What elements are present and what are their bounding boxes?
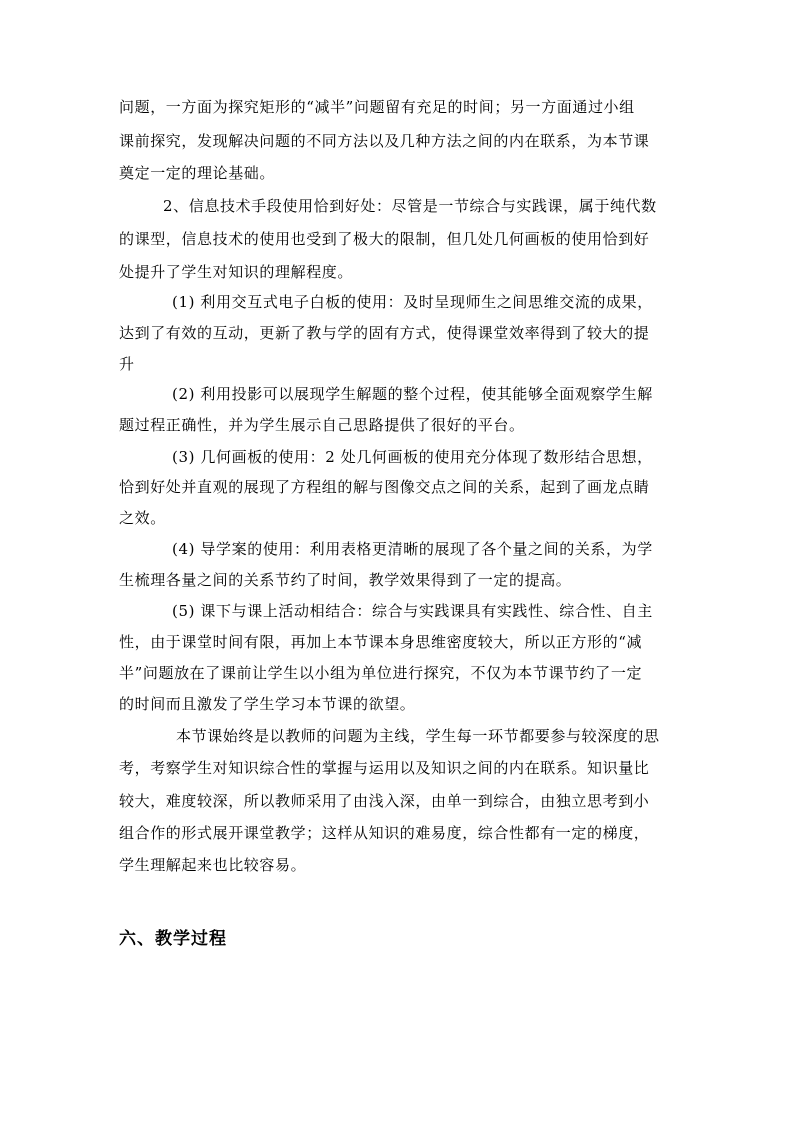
paragraph-line: 考，考察学生对知识综合性的掌握与运用以及知识之间的内在联系。知识量比	[119, 759, 650, 777]
paragraph-line: 的课型，信息技术的使用也受到了极大的限制，但几处几何画板的使用恰到好	[119, 230, 650, 248]
paragraph-line: 处提升了学生对知识的理解程度。	[119, 263, 354, 281]
paragraph-line: (2) 利用投影可以展现学生解题的整个过程，使其能够全面观察学生解	[172, 385, 653, 403]
paragraph-line: (3) 几何画板的使用：2 处几何画板的使用充分体现了数形结合思想，	[172, 448, 653, 466]
paragraph-line: 升	[119, 355, 135, 373]
paragraph-line: (5) 课下与课上活动相结合：综合与实践课具有实践性、综合性、自主	[172, 602, 653, 620]
paragraph-line: (4) 导学案的使用：利用表格更清晰的展现了各个量之间的关系，为学	[172, 540, 653, 558]
paragraph-line: 2、信息技术手段使用恰到好处：尽管是一节综合与实践课，属于纯代数	[163, 197, 657, 215]
paragraph-line: 组合作的形式展开课堂教学；这样从知识的难易度，综合性都有一定的梯度，	[119, 824, 650, 842]
paragraph-line: (1) 利用交互式电子白板的使用：及时呈现师生之间思维交流的成果，	[172, 293, 653, 311]
paragraph-line: 生梳理各量之间的关系节约了时间，教学效果得到了一定的提高。	[119, 571, 572, 589]
paragraph-line: 的时间而且激发了学生学习本节课的欲望。	[119, 695, 416, 713]
paragraph-line: 半”问题放在了课前让学生以小组为单位进行探究，不仅为本节课节约了一定	[119, 664, 643, 682]
paragraph-line: 较大，难度较深，所以教师采用了由浅入深，由单一到综合，由独立思考到小	[119, 792, 650, 810]
paragraph-line: 课前探究，发现解决问题的不同方法以及几种方法之间的内在联系，为本节课	[119, 132, 650, 150]
paragraph-line: 学生理解起来也比较容易。	[119, 856, 307, 874]
section-heading: 六、教学过程	[119, 929, 227, 949]
paragraph-line: 奠定一定的理论基础。	[119, 164, 276, 182]
paragraph-line: 恰到好处并直观的展现了方程组的解与图像交点之间的关系，起到了画龙点睛	[119, 478, 650, 496]
paragraph-line: 性，由于课堂时间有限，再加上本节课本身思维密度较大，所以正方形的“减	[119, 633, 643, 651]
paragraph-line: 题过程正确性，并为学生展示自己思路提供了很好的平台。	[119, 416, 525, 434]
paragraph-line: 达到了有效的互动，更新了教与学的固有方式，使得课堂效率得到了较大的提	[119, 324, 650, 342]
paragraph-line: 本节课始终是以教师的问题为主线，学生每一环节都要参与较深度的思	[176, 727, 660, 745]
paragraph-line: 之效。	[119, 509, 166, 527]
paragraph-line: 问题，一方面为探究矩形的“减半”问题留有充足的时间；另一方面通过小组	[119, 98, 635, 116]
